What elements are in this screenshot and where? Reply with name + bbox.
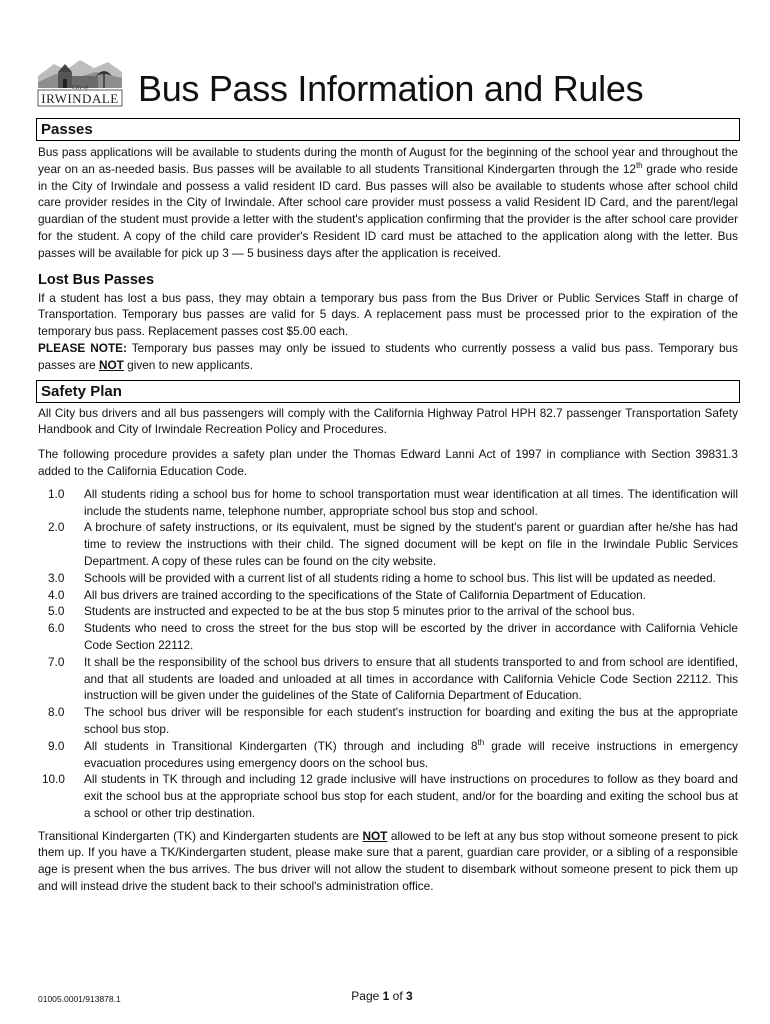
- closing-text-a: Transitional Kindergarten (TK) and Kindergarten students are: [38, 828, 363, 843]
- list-item: [38, 603, 738, 620]
- note-text-a: Temporary bus passes may only be issued to students who currently possess a valid bus pass. Temporary bus passes are: [38, 340, 738, 372]
- item-number: 5.0: [48, 604, 65, 619]
- list-item: [38, 570, 738, 587]
- note-text-b: given to new applicants.: [123, 357, 254, 372]
- section-heading-passes: Passes: [36, 118, 740, 141]
- item-number: 9.0: [48, 738, 65, 753]
- closing-not-emphasis: NOT: [362, 828, 388, 843]
- closing-paragraph: [38, 828, 738, 895]
- item-text: A brochure of safety instructions, or its equivalent, must be signed by the student's parent or guardian after he/she has had time to review the instructions with their child. The signed document will be kept on file in the Irwindale Public Services Department. A copy of these rules can be found on the city website.: [84, 520, 738, 568]
- page-total: 3: [406, 989, 413, 1003]
- safety-paragraph-1: All City bus drivers and all bus passengers will comply with the California Highway Patrol HPH 82.7 passenger Transportation Safety Handbook and City of Irwindale Recreation Policy and Procedures.: [38, 405, 738, 437]
- item-number: 3.0: [48, 570, 65, 585]
- page-title: Bus Pass Information and Rules: [138, 68, 644, 109]
- item-number: 2.0: [48, 520, 65, 535]
- page-number: [0, 989, 767, 1003]
- item-number: 7.0: [48, 654, 65, 669]
- please-note-label: PLEASE NOTE:: [38, 340, 127, 355]
- item-text: The school bus driver will be responsible for each student's instruction for boarding and exiting the bus at the appropriate school bus stop.: [84, 705, 738, 736]
- item-number: 10.0: [42, 772, 65, 787]
- page-word: Page: [351, 989, 380, 1003]
- item-text: It shall be the responsibility of the school bus drivers to ensure that all students transported to and from school are identified, and that all students are loaded and unloaded at all times in accordance with California Vehicle Code Section 22112. This instruction will be given under the guidelines of the State of California Department of Education.: [84, 654, 738, 703]
- list-item: [38, 704, 738, 738]
- closing-text-b: allowed to be left at any bus stop without someone present to pick them up. If you have a TK/Kindergarten student, please make sure that a parent, guardian care provider, or a sibling of a responsible age is present when the bus arrives. The bus driver will not allow the student to disembark without someone present to pick them up and will instead drive the student back to their school's administration office.: [38, 828, 738, 894]
- list-item: [38, 519, 738, 569]
- item-text-b: grade will receive instructions in emergency evacuation procedures using emergency doors on the school bus.: [84, 738, 738, 770]
- safety-procedure-list: [38, 486, 738, 822]
- page-of: of: [392, 989, 403, 1003]
- logo-small-text: City of: [71, 85, 89, 91]
- superscript-th: th: [477, 737, 485, 747]
- item-text: All bus drivers are trained according to the specifications of the State of California Department of Education.: [84, 587, 646, 602]
- item-text: Students are instructed and expected to be at the bus stop 5 minutes prior to the arrival of the school bus.: [84, 604, 635, 619]
- section-heading-safety-plan: Safety Plan: [36, 380, 740, 403]
- item-number: 8.0: [48, 705, 65, 720]
- item-text: All students riding a school bus for home to school transportation must wear identification at all times. The identification will include the students name, telephone number, appropriate school bus stop and school.: [84, 486, 738, 518]
- list-item: [38, 654, 738, 704]
- city-logo: [36, 52, 124, 108]
- item-text-a: All students in Transitional Kindergarten (TK) through and including 8: [84, 738, 478, 753]
- page-current: 1: [382, 989, 390, 1003]
- item-text: All students in TK through and including 12 grade inclusive will have instructions on procedures to follow as they board and exit the school bus at the appropriate school bus stop for each student, and/or for the boarding and exiting the school bus at a school or other trip destination.: [84, 772, 738, 820]
- lost-paragraph: If a student has lost a bus pass, they may obtain a temporary bus pass from the Bus Driver or Public Services Staff in charge of Transportation. Temporary bus passes are valid for 5 days. A replacement pass must be processed prior to the expiration of the temporary bus pass. Replacement passes cost $5.00 each.: [38, 290, 738, 339]
- document-page: [38, 0, 738, 895]
- passes-text-a: Bus pass applications will be available to students during the month of August for the beginning of the school year and throughout the year on an as-needed basis. Bus passes will be available to all students Transitional Kindergarten through the 12: [38, 145, 738, 176]
- item-text: Schools will be provided with a current list of all students riding a home to school bus. This list will be updated as needed.: [84, 570, 716, 585]
- list-item: [38, 620, 738, 654]
- list-item: [38, 486, 738, 520]
- note-not-emphasis: NOT: [98, 357, 124, 372]
- item-number: 6.0: [48, 621, 65, 636]
- section-heading-lost-bus-passes: Lost Bus Passes: [38, 271, 155, 288]
- item-number: 4.0: [48, 587, 65, 602]
- item-number: 1.0: [48, 486, 65, 501]
- please-note-paragraph: [38, 340, 738, 374]
- list-item: [38, 738, 738, 772]
- logo-text: IRWINDALE: [41, 91, 119, 106]
- superscript-th: th: [635, 160, 643, 170]
- passes-text-b: grade who reside in the City of Irwindale and possess a valid resident ID card. Bus passes will also be available to students whose after school child care provider resides in the City of Irwindale. After school care provider must possess a valid Resident ID Card, and the parent/legal guardian of the student must provide a letter with the student's application confirming that the provider is the after school care provider for the student. A copy of the child care provider's Resident ID card must be attached to the application along with the letter. Bus passes will be available for pick up 3 — 5 business days after the application is received.: [38, 161, 738, 260]
- page-header: [38, 0, 738, 118]
- safety-paragraph-2: The following procedure provides a safety plan under the Thomas Edward Lanni Act of 1997 in compliance with Section 39831.3 added to the California Education Code.: [38, 447, 738, 478]
- document-code: 01005.0001/913878.1: [38, 994, 121, 1004]
- passes-paragraph: [38, 144, 738, 262]
- list-item: [38, 771, 738, 821]
- item-text: Students who need to cross the street for the bus stop will be escorted by the driver in accordance with California Vehicle Code Section 22112.: [84, 621, 738, 652]
- list-item: [38, 587, 738, 604]
